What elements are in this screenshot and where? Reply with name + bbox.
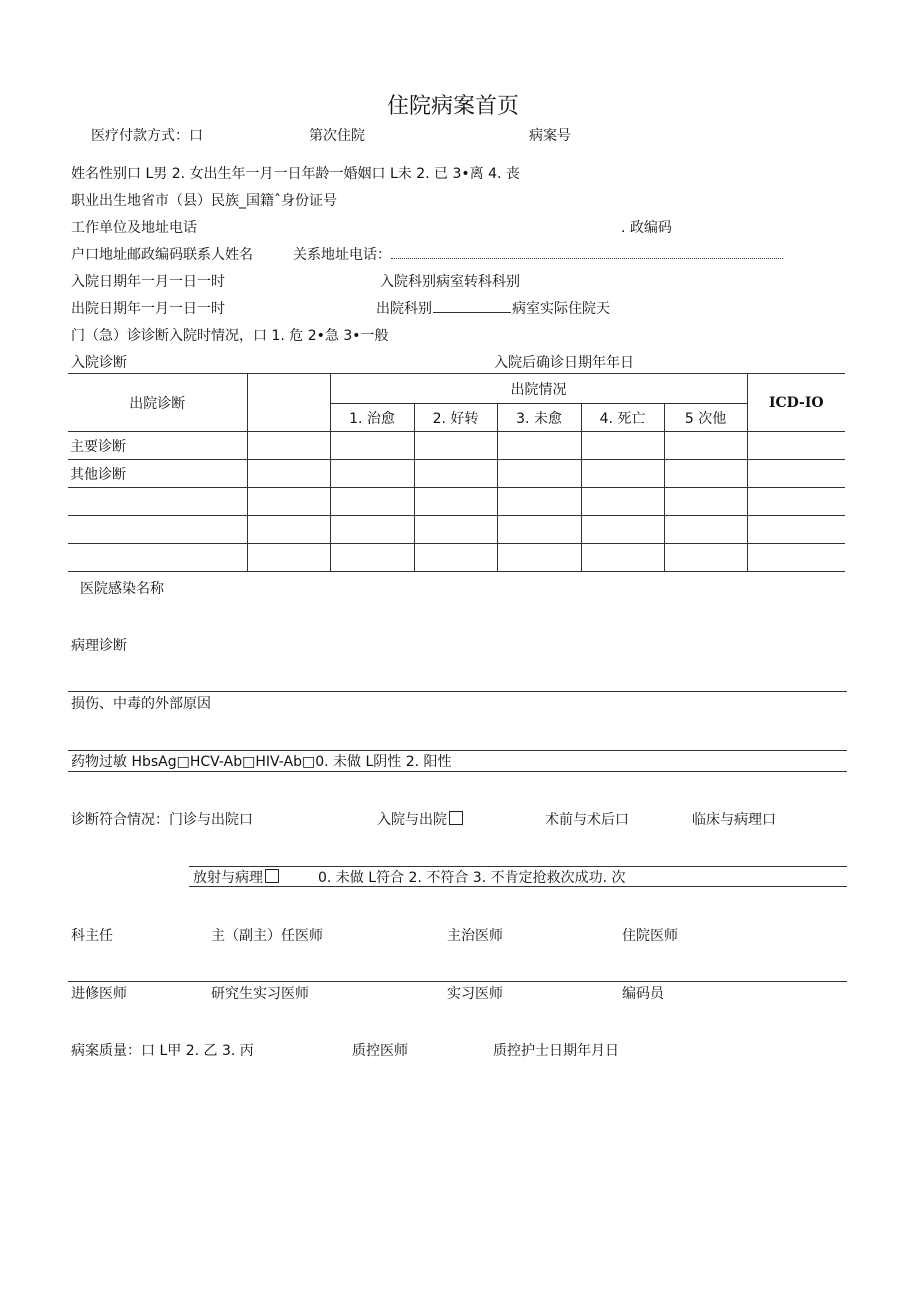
outcome-not-cured: 3. 未愈 bbox=[497, 404, 581, 432]
table-cell[interactable] bbox=[497, 460, 581, 488]
table-cell[interactable] bbox=[414, 516, 497, 544]
relation-address-label: 关系地址电话： bbox=[293, 247, 391, 263]
discharge-department-blank bbox=[433, 300, 511, 313]
table-row bbox=[68, 516, 845, 544]
discharge-date: 出院日期年一月一日一时 bbox=[71, 301, 225, 317]
divider bbox=[189, 866, 847, 867]
page-title: 住院病案首页 bbox=[387, 94, 520, 119]
table-cell[interactable] bbox=[247, 488, 330, 516]
infection-label: 医院感染名称 bbox=[80, 581, 164, 597]
divider bbox=[189, 886, 847, 887]
postcode-label: . 政编码 bbox=[621, 220, 672, 236]
discharge-department-label: 出院科别 bbox=[376, 301, 432, 317]
qc-doctor-label: 质控医师 bbox=[352, 1043, 408, 1059]
diagnosis-match-label: 诊断符合情况：门诊与出院口 bbox=[71, 812, 253, 828]
table-row bbox=[68, 460, 845, 488]
discharge-diagnosis-header: 出院诊断 bbox=[68, 374, 247, 432]
table-cell[interactable] bbox=[664, 488, 747, 516]
resident-physician-label: 住院医师 bbox=[622, 928, 678, 944]
admission-diagnosis-label: 入院诊断 bbox=[71, 355, 127, 371]
outpatient-diagnosis: 门（急）诊诊断入院时情况，口 1. 危 2•急 3•一般 bbox=[71, 328, 389, 344]
allergy-line: 药物过敏 HbsAg□HCV-Ab□HIV-Ab□0. 未做 L阴性 2. 阳性 bbox=[71, 754, 452, 770]
divider bbox=[68, 750, 847, 751]
table-cell[interactable] bbox=[664, 432, 747, 460]
table-cell[interactable] bbox=[747, 516, 845, 544]
table-cell[interactable] bbox=[414, 488, 497, 516]
table-cell[interactable] bbox=[247, 432, 330, 460]
patient-basic-line: 姓名性别口 L男 2. 女出生年一月一日年龄一婚姻口 L未 2. 已 3•离 4. 丧 bbox=[71, 166, 520, 182]
admit-discharge-match bbox=[377, 811, 463, 829]
table-cell[interactable] bbox=[747, 488, 845, 516]
radiology-pathology-match bbox=[193, 869, 279, 887]
checkbox-icon[interactable] bbox=[449, 811, 463, 825]
graduate-intern-label: 研究生实习医师 bbox=[211, 986, 309, 1002]
divider bbox=[68, 691, 847, 692]
table-cell[interactable] bbox=[747, 460, 845, 488]
qc-nurse-date-label: 质控护士日期年月日 bbox=[493, 1043, 619, 1059]
dept-director-label: 科主任 bbox=[71, 928, 113, 944]
admission-date: 入院日期年一月一日一时 bbox=[71, 274, 225, 290]
record-quality-label: 病案质量：口 L甲 2. 乙 3. 丙 bbox=[71, 1043, 254, 1059]
confirm-date-label: 入院后确诊日期年年日 bbox=[494, 355, 634, 371]
refresher-physician-label: 进修医师 bbox=[71, 986, 127, 1002]
table-cell[interactable] bbox=[497, 516, 581, 544]
table-cell[interactable] bbox=[497, 544, 581, 572]
other-diagnosis-label: 其他诊断 bbox=[68, 460, 247, 488]
discharge-diagnosis-table bbox=[68, 373, 845, 572]
divider bbox=[68, 771, 847, 772]
table-cell[interactable] bbox=[414, 432, 497, 460]
diagnosis-label-cell[interactable] bbox=[68, 488, 247, 516]
table-header-row bbox=[68, 374, 845, 404]
admission-count: 第次住院 bbox=[309, 128, 365, 144]
table-cell[interactable] bbox=[747, 544, 845, 572]
stay-days-label: 病室实际住院天 bbox=[512, 301, 610, 317]
coder-label: 编码员 bbox=[622, 986, 664, 1002]
chief-physician-label: 主（副主）任医师 bbox=[211, 928, 323, 944]
payment-method: 医疗付款方式：口 bbox=[91, 128, 203, 144]
outcome-other: 5 次他 bbox=[664, 404, 747, 432]
discharge-department-line bbox=[376, 300, 610, 318]
table-cell[interactable] bbox=[581, 488, 664, 516]
pathology-label: 病理诊断 bbox=[71, 638, 127, 654]
checkbox-icon[interactable] bbox=[265, 869, 279, 883]
table-cell[interactable] bbox=[247, 460, 330, 488]
injury-cause-label: 损伤、中毒的外部原因 bbox=[71, 696, 211, 712]
table-cell[interactable] bbox=[330, 460, 414, 488]
table-cell[interactable] bbox=[664, 544, 747, 572]
divider bbox=[68, 981, 847, 982]
admit-discharge-label: 入院与出院 bbox=[377, 812, 447, 828]
diagnosis-label-cell[interactable] bbox=[68, 544, 247, 572]
pre-post-surgery-match: 术前与术后口 bbox=[545, 812, 629, 828]
record-number: 病案号 bbox=[529, 128, 571, 144]
table-cell[interactable] bbox=[247, 544, 330, 572]
table-cell[interactable] bbox=[330, 516, 414, 544]
table-cell[interactable] bbox=[414, 460, 497, 488]
diagnosis-label-cell[interactable] bbox=[68, 516, 247, 544]
table-cell[interactable] bbox=[330, 488, 414, 516]
outcome-improved: 2. 好转 bbox=[414, 404, 497, 432]
radiology-pathology-label: 放射与病理 bbox=[193, 870, 263, 886]
main-diagnosis-label: 主要诊断 bbox=[68, 432, 247, 460]
table-row bbox=[68, 544, 845, 572]
table-row bbox=[68, 488, 845, 516]
table-cell[interactable] bbox=[664, 460, 747, 488]
clinic-pathology-match: 临床与病理口 bbox=[692, 812, 776, 828]
table-cell[interactable] bbox=[581, 516, 664, 544]
table-cell[interactable] bbox=[747, 432, 845, 460]
table-row bbox=[68, 432, 845, 460]
blank-header-cell bbox=[247, 374, 330, 432]
relation-address-line bbox=[293, 246, 783, 264]
icd-header: ICD-IO bbox=[747, 374, 845, 432]
intern-physician-label: 实习医师 bbox=[447, 986, 503, 1002]
outcome-cured: 1. 治愈 bbox=[330, 404, 414, 432]
table-cell[interactable] bbox=[581, 460, 664, 488]
match-codes: 0. 未做 L符合 2. 不符合 3. 不肯定抢救次成功. 次 bbox=[318, 870, 626, 886]
work-unit-label: 工作单位及地址电话 bbox=[71, 220, 197, 236]
household-address-label: 户口地址邮政编码联系人姓名 bbox=[71, 247, 253, 263]
occupation-line: 职业出生地省市（县）民族_国籍ˆ身份证号 bbox=[71, 193, 337, 209]
table-cell[interactable] bbox=[497, 488, 581, 516]
table-cell[interactable] bbox=[581, 432, 664, 460]
table-cell[interactable] bbox=[414, 544, 497, 572]
table-cell[interactable] bbox=[581, 544, 664, 572]
table-cell[interactable] bbox=[247, 516, 330, 544]
table-cell[interactable] bbox=[330, 544, 414, 572]
table-cell[interactable] bbox=[664, 516, 747, 544]
discharge-outcome-header: 出院情况 bbox=[330, 374, 747, 404]
admission-department: 入院科别病室转科科别 bbox=[380, 274, 520, 290]
attending-physician-label: 主治医师 bbox=[447, 928, 503, 944]
outcome-death: 4. 死亡 bbox=[581, 404, 664, 432]
phone-dotted-field bbox=[391, 246, 783, 259]
table-cell[interactable] bbox=[497, 432, 581, 460]
table-cell[interactable] bbox=[330, 432, 414, 460]
